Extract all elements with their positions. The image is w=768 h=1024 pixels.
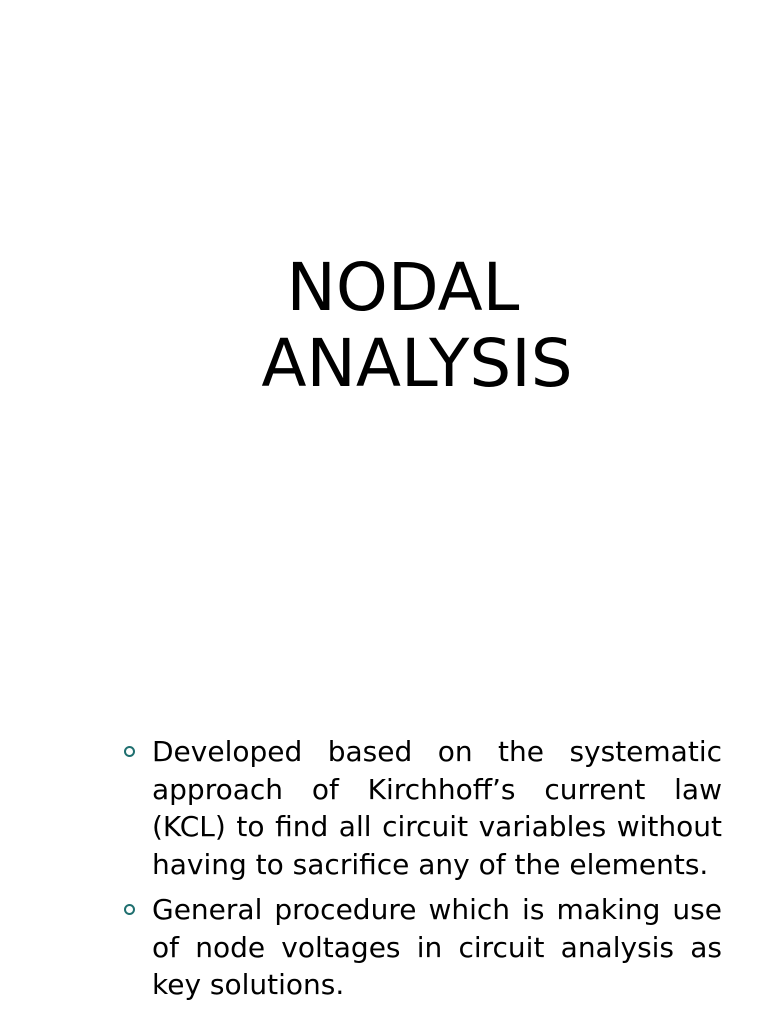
list-item bbox=[120, 891, 722, 1004]
hollow-circle-bullet-icon bbox=[124, 904, 135, 915]
hollow-circle-bullet-icon bbox=[124, 746, 135, 757]
bullet-text: Developed based on the systematic approach of Kirchhoff’s current law (KCL) to find all circuit variables without having to sacrifice any of the elements. bbox=[152, 735, 722, 881]
bullet-list bbox=[120, 733, 722, 1012]
title-line-1: NODAL bbox=[286, 249, 520, 327]
bullet-text: General procedure which is making use of node voltages in circuit analysis as key solutions. bbox=[152, 893, 722, 1001]
list-item bbox=[120, 733, 722, 883]
slide-title bbox=[0, 250, 768, 402]
title-line-2: ANALYSIS bbox=[261, 325, 573, 403]
